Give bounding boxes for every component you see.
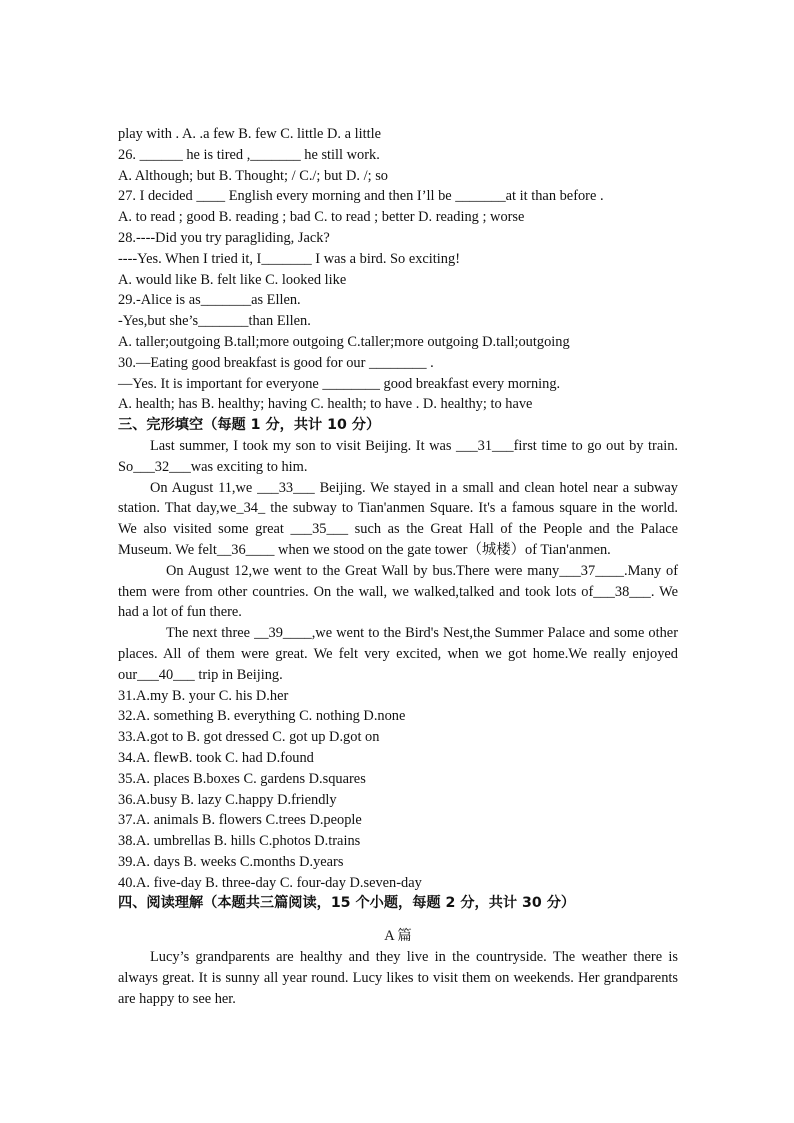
- cloze-option: 40.A. five-day B. three-day C. four-day D.seven-day: [118, 874, 422, 891]
- question-line: A. would like B. felt like C. looked like: [118, 271, 347, 288]
- question-line: 29.-Alice is as_______as Ellen.: [118, 292, 301, 309]
- question-line: A. taller;outgoing B.tall;more outgoing C.taller;more outgoing D.tall;outgoing: [118, 333, 570, 350]
- section-heading-reading: 四、阅读理解（本题共三篇阅读，15 个小题，每题 2 分，共计 30 分）: [118, 895, 576, 912]
- question-line: -Yes,but she’s_______than Ellen.: [118, 313, 311, 330]
- cloze-option: 37.A. animals B. flowers C.trees D.people: [118, 812, 362, 829]
- passage-text: Lucy’s grandparents are healthy and they live in the countryside. The weather there is always great. It is sunny all year round. Lucy likes to visit them on weekends. Her grandparents are happy to see her.: [118, 949, 678, 1007]
- question-line: —Yes. It is important for everyone ________ good breakfast every morning.: [118, 375, 561, 392]
- cloze-paragraph: Last summer, I took my son to visit Beijing. It was ___31___first time to go out by train. So___32___was exciting to him.: [118, 437, 678, 475]
- question-line: A. Although; but B. Thought; / C./; but D. /; so: [118, 167, 388, 184]
- cloze-option: 36.A.busy B. lazy C.happy D.friendly: [118, 791, 337, 808]
- cloze-option: 35.A. places B.boxes C. gardens D.squares: [118, 770, 366, 787]
- cloze-option: 34.A. flewB. took C. had D.found: [118, 749, 314, 766]
- cloze-option: 39.A. days B. weeks C.months D.years: [118, 853, 344, 870]
- cloze-option: 32.A. something B. everything C. nothing D.none: [118, 708, 406, 725]
- question-line: ----Yes. When I tried it, I_______ I was a bird. So exciting!: [118, 250, 460, 267]
- question-line: 30.—Eating good breakfast is good for our ________ .: [118, 354, 434, 371]
- question-line: 27. I decided ____ English every morning and then I’ll be _______at it than before .: [118, 188, 604, 205]
- cloze-option: 38.A. umbrellas B. hills C.photos D.trains: [118, 833, 361, 850]
- question-line: play with . A. .a few B. few C. little D. a little: [118, 126, 381, 142]
- cloze-option: 31.A.my B. your C. his D.her: [118, 687, 289, 704]
- cloze-paragraph: The next three __39____,we went to the Bird's Nest,the Summer Palace and some other places. All of them were great. We felt very excited, when we got home.We really enjoyed our___40___ trip in Beijing.: [118, 625, 678, 683]
- cloze-paragraph: On August 12,we went to the Great Wall by bus.There were many___37____.Many of them were from other countries. On the wall, we walked,talked and took lots of___38___. We had a lot of fun there.: [118, 562, 678, 621]
- question-line: A. health; has B. healthy; having C. health; to have . D. healthy; to have: [118, 396, 533, 413]
- document-page: [118, 124, 678, 1009]
- section-heading-cloze: 三、完形填空（每题 1 分，共计 10 分）: [118, 417, 381, 434]
- question-line: 26. ______ he is tired ,_______ he still work.: [118, 146, 380, 163]
- question-line: 28.----Did you try paragliding, Jack?: [118, 229, 330, 246]
- question-line: A. to read ; good B. reading ; bad C. to read ; better D. reading ; worse: [118, 209, 525, 226]
- cloze-paragraph: On August 11,we ___33___ Beijing. We stayed in a small and clean hotel near a subway station. That day,we_34_ the subway to Tian'anmen Square. It's a famous square in the world. We also visited some great ___35___ such as the Great Hall of the People and the Palace Museum. We felt__36____ when we stood on the gate tower（城楼）of Tian'anmen.: [118, 479, 678, 558]
- passage-title: A 篇: [384, 928, 412, 945]
- cloze-option: 33.A.got to B. got dressed C. got up D.got on: [118, 729, 380, 746]
- spacer: [118, 914, 678, 918]
